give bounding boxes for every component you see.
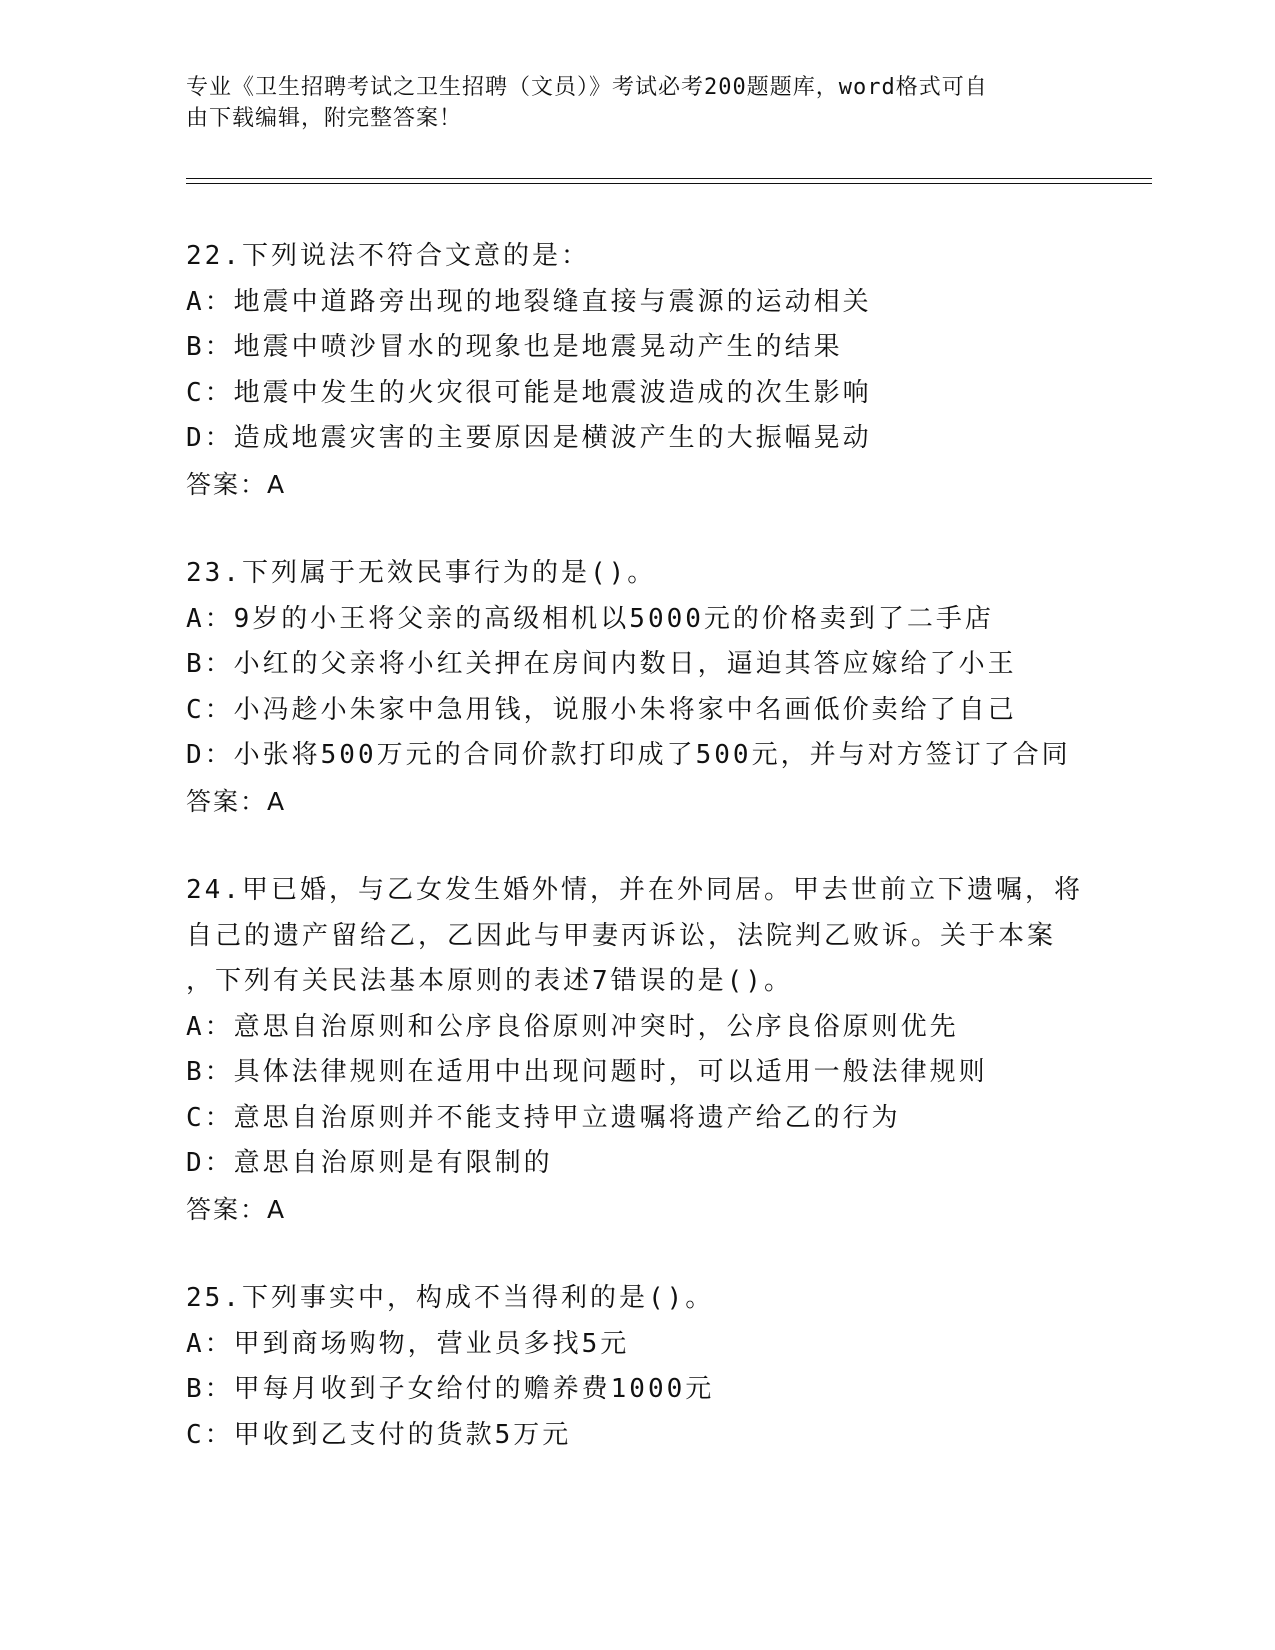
answer-text: 答案：A — [186, 469, 287, 499]
option-a: A：甲到商场购物，营业员多找5元 — [186, 1328, 630, 1359]
question-stem: 23.下列属于无效民事行为的是()。 — [186, 558, 657, 588]
question-stem: 25.下列事实中，构成不当得利的是()。 — [186, 1283, 715, 1313]
answer-text: 答案：A — [186, 786, 287, 816]
header-divider-bottom — [186, 183, 1152, 184]
header-line-1: 专业《卫生招聘考试之卫生招聘（文员）》考试必考200题题库，word格式可自 — [186, 75, 988, 100]
option-b: B：甲每月收到子女给付的赡养费1000元 — [186, 1374, 715, 1404]
option-d: D：小张将500万元的合同价款打印成了500元，并与对方签订了合同 — [186, 740, 1071, 770]
answer-text: 答案：A — [186, 1194, 287, 1224]
option-c: C：小冯趁小朱家中急用钱，说服小朱将家中名画低价卖给了自己 — [186, 694, 1017, 725]
option-d: D：意思自治原则是有限制的 — [186, 1148, 553, 1178]
document-header — [186, 72, 1066, 134]
question-22 — [186, 234, 1086, 507]
option-b: B：地震中喷沙冒水的现象也是地震晃动产生的结果 — [186, 332, 843, 362]
question-stem-line-3: ，下列有关民法基本原则的表述7错误的是()。 — [186, 966, 793, 996]
option-c: C：地震中发生的火灾很可能是地震波造成的次生影响 — [186, 377, 872, 408]
header-line-2: 由下载编辑，附完整答案！ — [186, 106, 463, 131]
option-a: A：意思自治原则和公序良俗原则冲突时，公序良俗原则优先 — [186, 1011, 959, 1042]
question-25 — [186, 1276, 1086, 1458]
option-a: A：地震中道路旁出现的地裂缝直接与震源的运动相关 — [186, 286, 872, 317]
option-c: C：甲收到乙支付的货款5万元 — [186, 1419, 572, 1450]
option-c: C：意思自治原则并不能支持甲立遗嘱将遗产给乙的行为 — [186, 1102, 901, 1133]
question-list — [186, 234, 1086, 1458]
question-24 — [186, 868, 1086, 1232]
header-divider-top — [186, 178, 1152, 179]
option-d: D：造成地震灾害的主要原因是横波产生的大振幅晃动 — [186, 423, 872, 453]
option-b: B：具体法律规则在适用中出现问题时，可以适用一般法律规则 — [186, 1057, 988, 1087]
option-b: B：小红的父亲将小红关押在房间内数日，逼迫其答应嫁给了小王 — [186, 649, 1017, 679]
question-23 — [186, 551, 1086, 824]
option-a: A：9岁的小王将父亲的高级相机以5000元的价格卖到了二手店 — [186, 603, 994, 634]
question-stem: 22.下列说法不符合文意的是： — [186, 241, 590, 271]
question-stem-line-2: 自己的遗产留给乙，乙因此与甲妻丙诉讼，法院判乙败诉。关于本案 — [186, 920, 1057, 951]
question-stem-line-1: 24.甲已婚，与乙女发生婚外情，并在外同居。甲去世前立下遗嘱，将 — [186, 875, 1083, 905]
